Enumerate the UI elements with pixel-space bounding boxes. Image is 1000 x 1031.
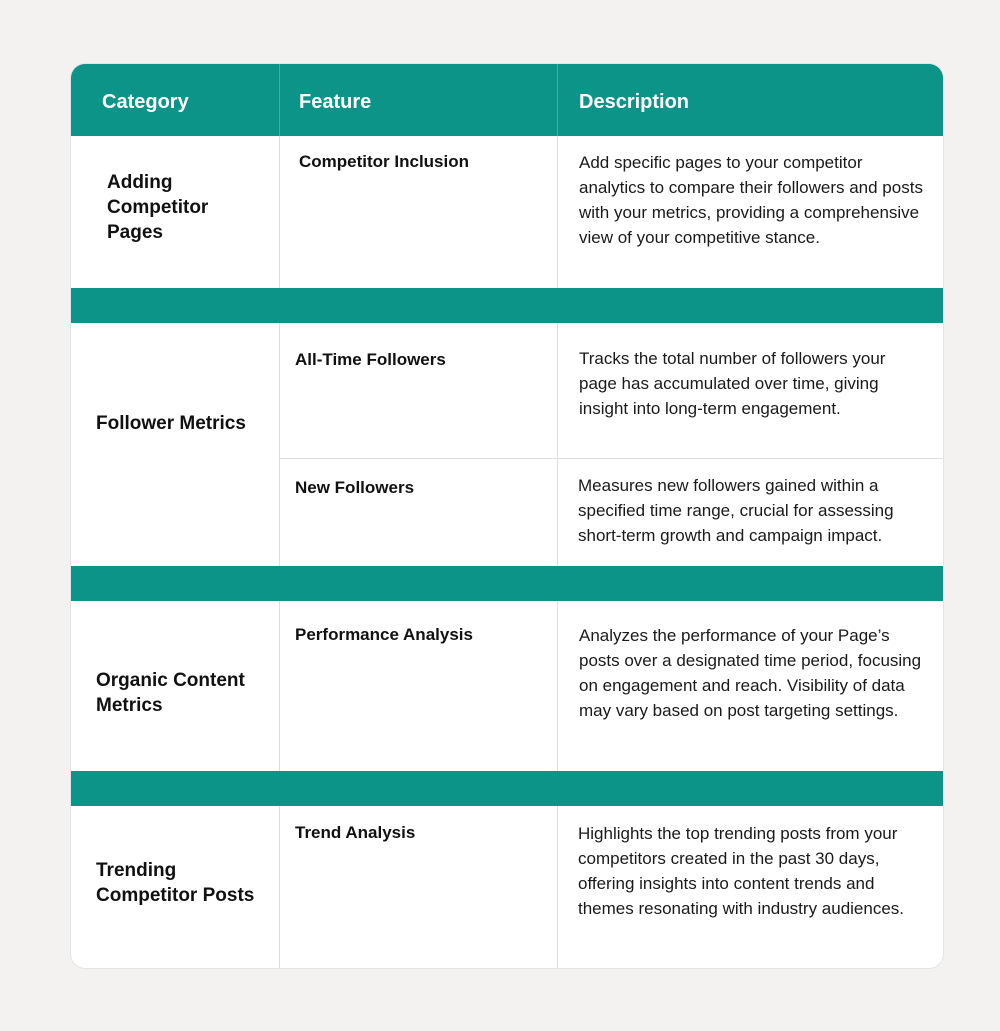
description-cell: Analyzes the performance of your Page’s posts over a designated time period, focusing on engagement and reach. Visibility of data may vary based on post targeting settings. (579, 626, 922, 720)
feature-cell: All-Time Followers (295, 350, 446, 369)
category-cell: Follower Metrics (96, 413, 246, 434)
description-cell: Tracks the total number of followers your page has accumulated over time, giving insight into long-term engagement. (579, 349, 886, 418)
features-table (71, 64, 943, 968)
description-cell: Add specific pages to your competitor analytics to compare their followers and posts with your metrics, providing a comprehensive view of your competitive stance. (579, 153, 923, 247)
table-header (71, 64, 943, 136)
description-cell: Measures new followers gained within a specified time range, crucial for assessing short-term growth and campaign impact. (578, 476, 894, 545)
category-cell: Trending Competitor Posts (96, 860, 255, 906)
column-divider (279, 64, 280, 968)
row-separator-band (71, 771, 943, 806)
header-divider (557, 64, 558, 136)
sub-row-divider (279, 458, 943, 459)
category-cell: Adding Competitor Pages (107, 172, 209, 243)
row-separator-band (71, 288, 943, 323)
feature-cell: Performance Analysis (295, 625, 473, 644)
feature-cell: Trend Analysis (295, 823, 416, 842)
column-divider (557, 64, 558, 968)
category-cell: Organic Content Metrics (96, 670, 245, 716)
header-category: Category (102, 91, 189, 113)
feature-cell: Competitor Inclusion (299, 152, 469, 171)
header-feature: Feature (299, 91, 372, 113)
row-separator-band (71, 566, 943, 601)
header-description: Description (579, 91, 690, 113)
feature-cell: New Followers (295, 478, 415, 497)
description-cell: Highlights the top trending posts from your competitors created in the past 30 days, offering insights into content trends and themes resonating with industry audiences. (578, 824, 905, 918)
header-divider (279, 64, 280, 136)
